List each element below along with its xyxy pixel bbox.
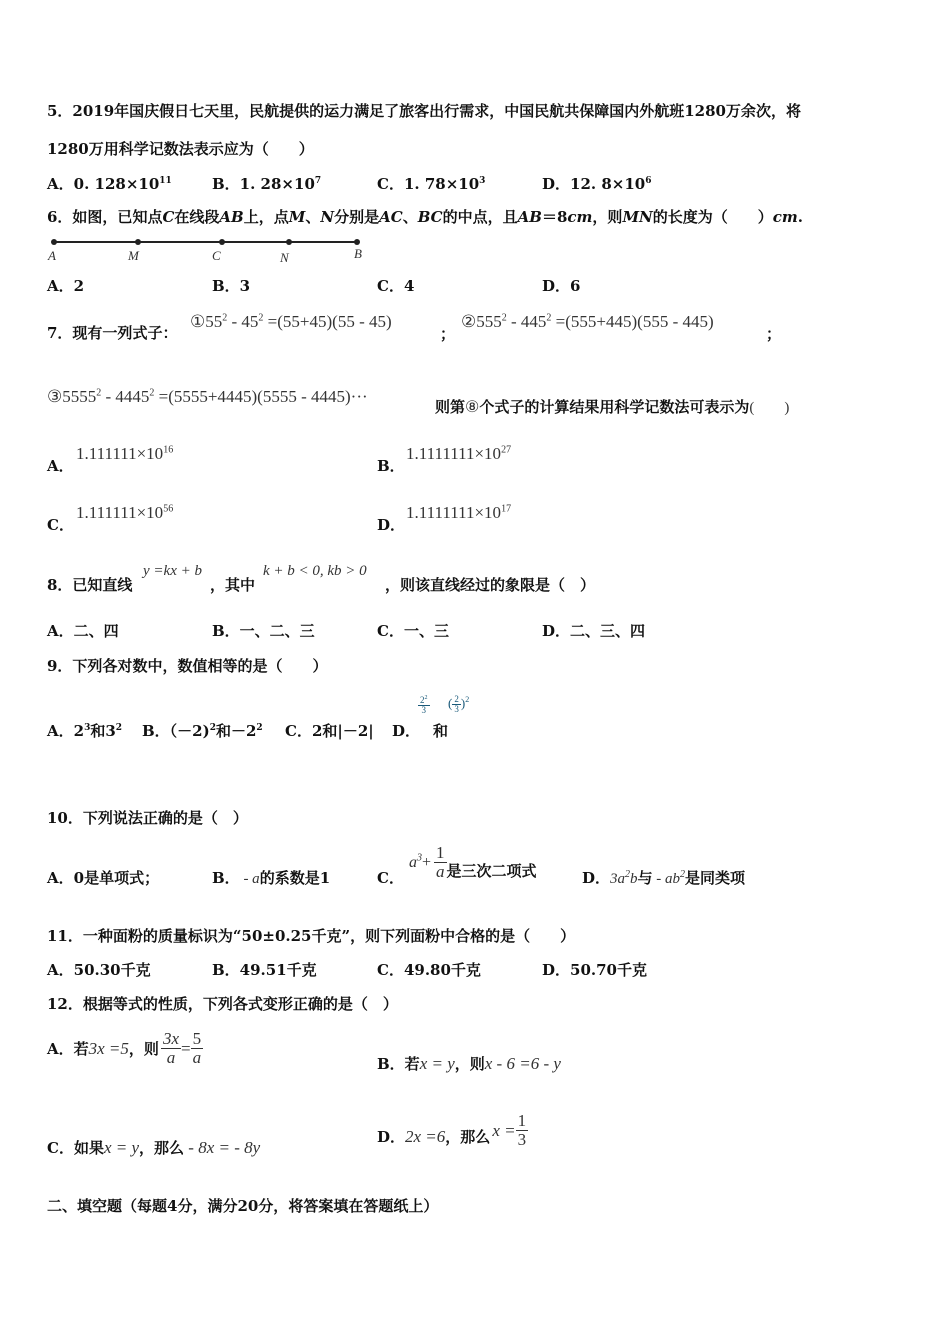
q12-option-a: A．若 3x =5 ，则 $\frac{3x}{a}$ = $\frac{5}{a}$ bbox=[47, 1029, 202, 1067]
q5-option-b: B．1. $28\times 10^7$ bbox=[212, 175, 322, 193]
q7-option-a-label: A． bbox=[47, 457, 74, 475]
q9-option-d-and: 和 bbox=[433, 722, 449, 740]
q11-option-c: C．49.80千克 bbox=[377, 961, 481, 979]
q9-option-b: B．（－2)$^2$和$-2^2$ bbox=[142, 722, 263, 740]
label-a: A bbox=[48, 248, 56, 263]
point-b-dot bbox=[354, 239, 360, 245]
label-n: N bbox=[280, 250, 289, 265]
point-m-dot bbox=[135, 239, 141, 245]
q6-stem: 6．如图，已知点C在线段AB上，点M、N分别是AC、BC的中点，且AB＝8cm，则MN的长度为（ ）cm. bbox=[47, 208, 804, 226]
q8-option-c: C．一、三 bbox=[377, 622, 449, 640]
q7-option-a: $1.111111\times 10^{16}$ bbox=[76, 444, 174, 463]
q12-stem: 12．根据等式的性质，下列各式变形正确的是（ ） bbox=[47, 995, 398, 1013]
q7-option-b-label: B． bbox=[377, 457, 405, 475]
q8-option-a: A．二、四 bbox=[47, 622, 119, 640]
q6-option-d: D．6 bbox=[542, 277, 581, 295]
q7-expression-1: $①55^2 - 45^2 =(55+45)(55 - 45)$ bbox=[190, 312, 392, 331]
label-b: B bbox=[354, 246, 362, 261]
q7-expression-3: ③5555$^2$ - $4445^2 =(5555+4445)(5555 - 4445)\cdot\cdot\cdot$ bbox=[47, 387, 368, 406]
section-2-heading: 二、填空题（每题4分，满分20分，将答案填在答题纸上） bbox=[47, 1197, 439, 1215]
q7-question: 则第⑧个式子的计算结果用科学记数法可表示为( ) bbox=[435, 398, 790, 416]
q8-stem-mid: ，其中 bbox=[210, 576, 256, 594]
q5-option-c: C．1. $78\times 10^3$ bbox=[377, 175, 486, 193]
q8-option-b: B．一、二、三 bbox=[212, 622, 315, 640]
q9-option-d-expr2: ( $\frac{2}{3}$ )$^2$ bbox=[448, 694, 470, 714]
q5-stem-line1: 5．2019年国庆假日七天里，民航提供的运力满足了旅客出行需求，中国民航共保障国内外航班1280万余次，将 bbox=[47, 102, 801, 120]
point-n-dot bbox=[286, 239, 292, 245]
q7-option-b: $1.1111111\times 10^{27}$ bbox=[406, 444, 512, 463]
q11-option-b: B．49.51千克 bbox=[212, 961, 317, 979]
q12-option-c: C．如果x = y，那么 - 8x = - 8y bbox=[47, 1138, 261, 1157]
label-c: C bbox=[212, 248, 221, 263]
q11-stem: 11．一种面粉的质量标识为“50±0.25千克”，则下列面粉中合格的是（ ） bbox=[47, 927, 576, 945]
q10-option-d: D．$3a^2b$与 - $ab^2$是同类项 bbox=[582, 869, 746, 887]
q6-option-b: B．3 bbox=[212, 277, 251, 295]
q9-option-d-expr1: $\frac{2^2}{3}$ bbox=[420, 695, 428, 715]
q9-option-a: A．$2^3$和$3^2$ bbox=[47, 722, 123, 740]
q9-option-d-label: D． bbox=[392, 722, 421, 740]
q10-option-c-label: C． bbox=[377, 869, 404, 887]
q7-option-c: $1.111111\times 10^{56}$ bbox=[76, 503, 174, 522]
q9-option-c: C．2和|－2| bbox=[285, 722, 374, 740]
q11-option-d: D．50.70千克 bbox=[542, 961, 647, 979]
q10-option-b: B． - a的系数是1 bbox=[212, 869, 331, 887]
q8-stem-start: 8．已知直线 bbox=[47, 576, 133, 594]
q5-stem-line2: 1280万用科学记数法表示应为（ ） bbox=[47, 140, 314, 158]
q10-option-c-expr: $a^3$ + $\frac{1}{a}$ 是三次二项式 bbox=[409, 843, 537, 881]
q12-option-d: D． 2x =6 ，那么 x = $\frac{1}{3}$ bbox=[377, 1111, 527, 1149]
q9-stem: 9．下列各对数中，数值相等的是（ ） bbox=[47, 657, 328, 675]
point-c-dot bbox=[219, 239, 225, 245]
q7-option-c-label: C． bbox=[47, 516, 74, 534]
q10-option-a: A．0是单项式； bbox=[47, 869, 160, 887]
q6-option-a: A．2 bbox=[47, 277, 85, 295]
q7-option-d: $1.1111111\times 10^{17}$ bbox=[406, 503, 512, 522]
label-m: M bbox=[128, 248, 139, 263]
q8-option-d: D．二、三、四 bbox=[542, 622, 646, 640]
q10-stem: 10．下列说法正确的是（ ） bbox=[47, 809, 248, 827]
q5-option-d: D．12. $8\times 10^6$ bbox=[542, 175, 652, 193]
q7-intro: 7．现有一列式子： bbox=[47, 324, 178, 342]
q6-option-c: C．4 bbox=[377, 277, 415, 295]
point-a-dot bbox=[51, 239, 57, 245]
q7-semicolon-2: ； bbox=[766, 325, 782, 343]
q7-semicolon-1: ； bbox=[440, 325, 456, 343]
q11-option-a: A．50.30千克 bbox=[47, 961, 151, 979]
q12-option-b: B．若x = y，则x - 6 =6 - y bbox=[377, 1054, 561, 1073]
q8-line-equation: y =kx + b bbox=[143, 563, 202, 579]
q6-segment-figure bbox=[44, 234, 374, 266]
q8-condition: k + b < 0, kb > 0 bbox=[263, 563, 367, 579]
q7-expression-2: $②555^2 - 445^2 =(555+445)(555 - 445)$ bbox=[461, 312, 714, 331]
q8-stem-end: ，则该直线经过的象限是（ ） bbox=[385, 576, 596, 594]
q5-option-a: A．0. $128\times 10^{11}$ bbox=[47, 175, 172, 193]
q7-option-d-label: D． bbox=[377, 516, 406, 534]
